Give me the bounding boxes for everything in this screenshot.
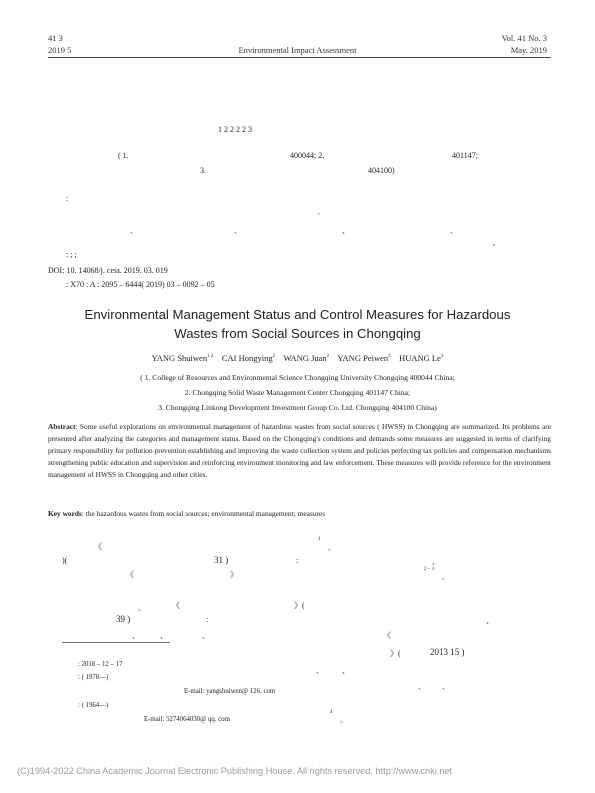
body-mark: 、: [418, 682, 426, 691]
affiliation-3: 3. Chongqing Linkong Development Investment Group Co. Ltd. Chongqing 404100 China): [158, 403, 437, 412]
cn-abstract-mark: 、: [342, 226, 350, 235]
cn-abstract-mark: 、: [130, 226, 138, 235]
issue-label: May. 2019: [510, 45, 547, 55]
cn-abstract-mark: ,: [318, 208, 320, 216]
volume-number: 41 3: [48, 33, 63, 43]
citation-superscript: 2 – 3: [424, 567, 434, 572]
body-mark: 、: [316, 666, 324, 675]
cn-abstract-mark: 、: [234, 226, 242, 235]
cn-affiliation-2-postcode: 401147;: [452, 151, 478, 160]
cn-author-superscripts: 1 2 2 2 2 3: [218, 125, 252, 134]
received-date: : 2018 – 12 – 17: [78, 661, 123, 668]
body-mark: 、: [132, 631, 140, 640]
body-mark: 。: [340, 716, 347, 724]
body-mark: 、: [342, 666, 350, 675]
body-mark: 。: [328, 544, 335, 552]
cn-affiliation-1-postcode: 400044; 2.: [290, 151, 325, 160]
author: WANG Juan$^2$: [283, 353, 330, 363]
abstract: [48, 421, 551, 481]
affiliation-2: 2. Chongqing Solid Waste Management Center Chongqing 401147 China;: [184, 388, 411, 397]
cn-abstract-mark: 、: [450, 226, 458, 235]
cn-keywords: : ; ;: [66, 250, 77, 259]
author: YANG Shuiwen$^{1 2}$: [151, 353, 214, 363]
copyright-notice: (C)1994-2022 China Academic Journal Electronic Publishing House. All rights reserved. http://www.cnki.net: [17, 766, 453, 776]
body-mark: 》: [230, 570, 238, 579]
body-mark: 》(: [294, 601, 305, 610]
cn-affiliation-3: 3.: [200, 166, 206, 175]
author: CAI Hongying$^2$: [221, 353, 276, 363]
author-biography: : ( 1978—): [78, 674, 109, 681]
article-title-line-2: Wastes from Social Sources in Chongqing: [174, 326, 421, 341]
issue-date: 2019 5: [48, 45, 72, 55]
citation-superscript: 1: [318, 537, 321, 542]
body-mark: 》(: [390, 649, 401, 658]
keywords: [48, 509, 325, 518]
body-number: 39 ): [116, 614, 131, 624]
affiliation-1: ( 1. College of Resources and Environmental Science Chongqing University Chongqing 400044 China;: [140, 373, 455, 382]
author-list: [0, 353, 595, 363]
body-mark: 《: [383, 631, 391, 640]
body-mark: 《: [172, 601, 180, 610]
body-mark: 、: [486, 616, 494, 625]
cn-affiliation-3-postcode: 404100): [368, 166, 395, 175]
cn-abstract-mark: ,: [493, 238, 495, 247]
corresponding-email: E-mail: 5274064030@ qq. com: [144, 716, 230, 723]
journal-name: Environmental Impact Assessment: [238, 45, 357, 55]
author: YANG Peiwen$^2$: [337, 353, 391, 363]
body-mark: 、: [442, 682, 450, 691]
body-mark: 、: [432, 557, 440, 566]
volume-label: Vol. 41 No. 3: [501, 33, 547, 43]
author-email: E-mail: yangshuiwen@ 126. com: [184, 688, 276, 695]
corresponding-author: : ( 1964—): [78, 702, 109, 709]
classification-codes: : X70 : A : 2095 – 6444( 2019) 03 – 0092 – 05: [66, 280, 215, 289]
body-mark: )(: [62, 556, 68, 565]
cn-affiliation-1: ( 1.: [118, 151, 129, 160]
body-number: 31 ): [214, 555, 229, 565]
body-mark: :: [296, 556, 299, 565]
citation-superscript: 4: [330, 710, 333, 715]
body-mark: 、: [202, 631, 210, 640]
author: HUANG Le$^3$: [399, 353, 444, 363]
body-mark: 。: [442, 573, 449, 581]
article-title-line-1: Environmental Management Status and Control Measures for Hazardous: [84, 307, 511, 322]
header-rule: [48, 57, 551, 58]
body-mark: 《: [94, 542, 102, 551]
abstract-text: : Some useful explorations on environmental management of hazardous wastes from social sources ( HWSS) in Chongqing are summarized. Its problems are presented after analyzing the categories and management status. Based on the Chongqing's conditions and demands some measures are suggested in terms of clarifying primary responsibility for pollution prevention establishing and improving the waste collection system and policies perfecting tax policies and compensation mechanisms strengthening public education and supervision and reinforcing environment monitoring and law enforcement. These measures will provide reference for the environment management of HWSS in Chongqing and other cities.: [48, 422, 551, 479]
body-mark: 。: [138, 604, 145, 612]
keywords-text: : the hazardous wastes from social sources; environmental management; measures: [81, 509, 326, 518]
body-number: 2013 15 ): [430, 647, 465, 657]
abstract-label: Abstract: [48, 422, 76, 431]
body-mark: :: [206, 615, 209, 624]
doi: DOI: 10. 14068/j. ceia. 2019. 03. 019: [48, 266, 168, 275]
footnote-rule: [62, 642, 170, 643]
keywords-label: Key words: [48, 509, 82, 518]
body-mark: 、: [160, 631, 168, 640]
cn-abstract-label: :: [66, 194, 69, 203]
body-mark: 《: [126, 570, 134, 579]
